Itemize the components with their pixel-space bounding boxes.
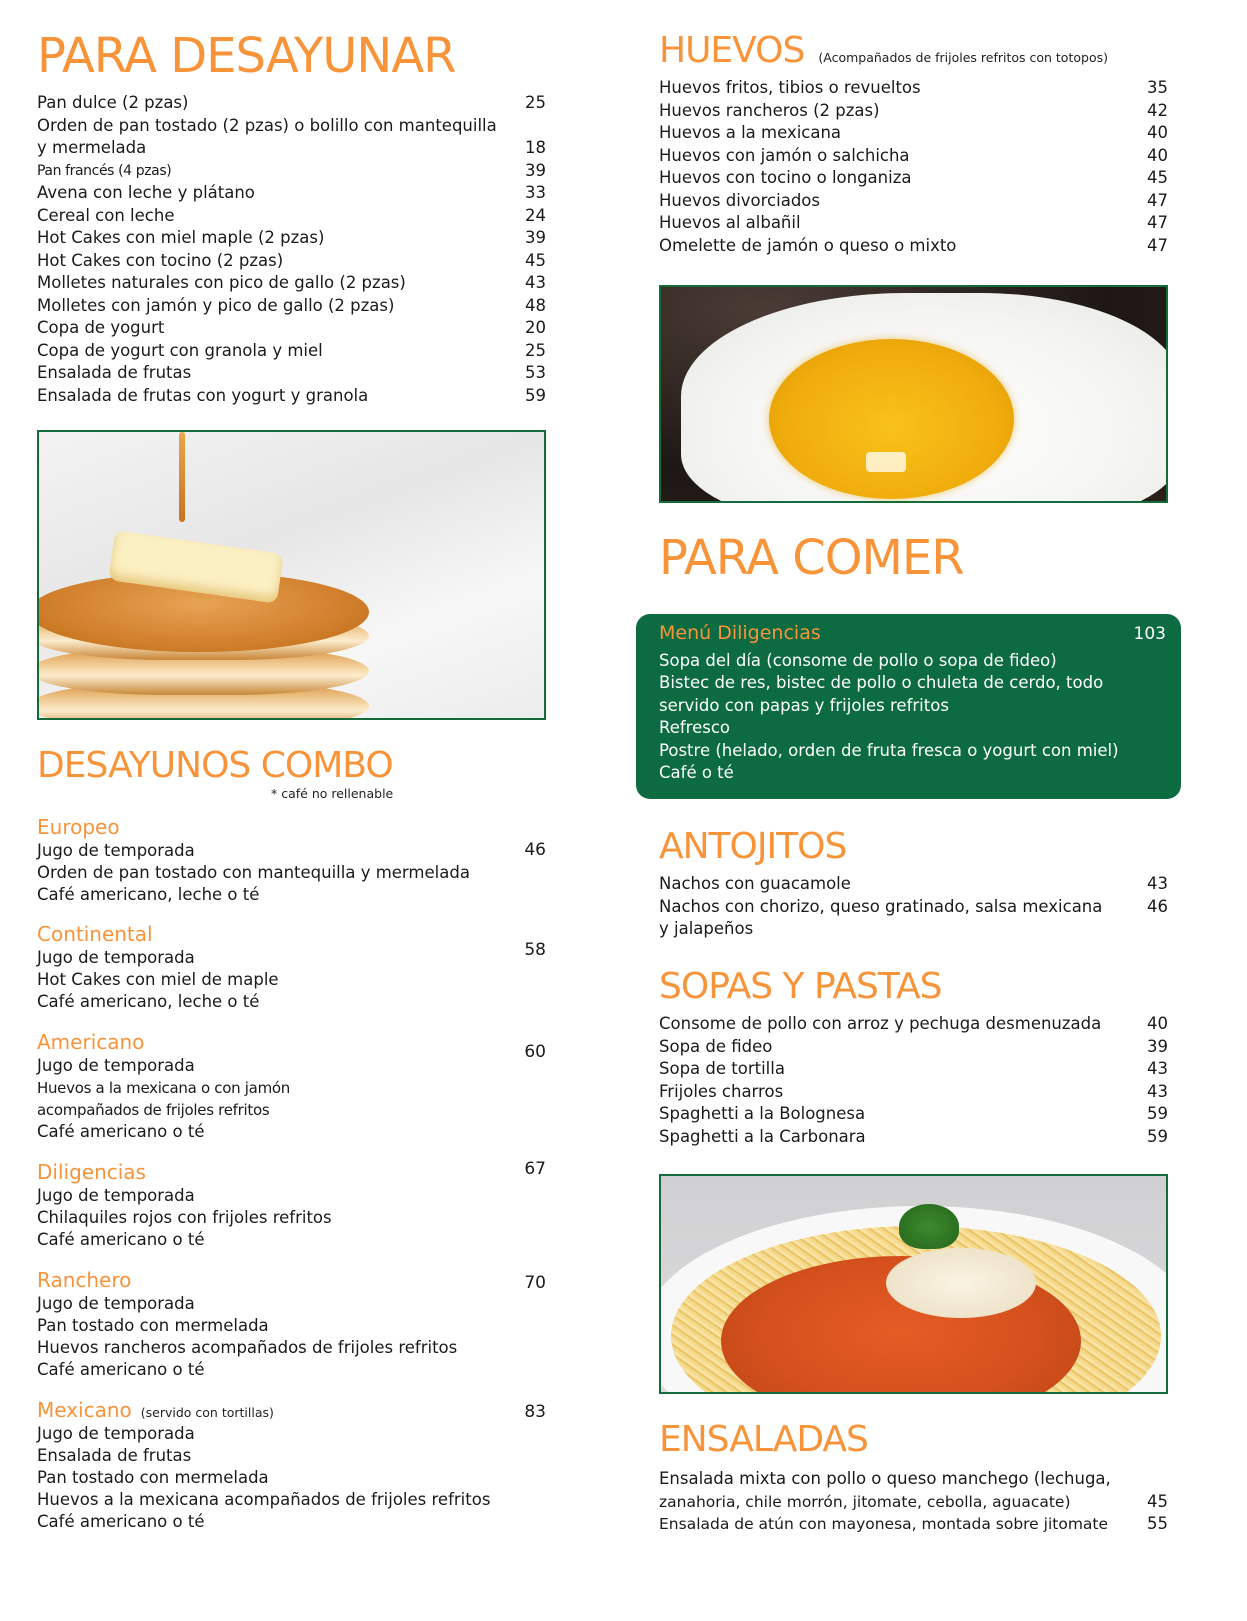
menu-item: Omelette de jamón o queso o mixto 47 bbox=[659, 235, 1168, 258]
menu-item: Huevos con tocino o longaniza 45 bbox=[659, 167, 1168, 190]
price: 60 bbox=[524, 1042, 546, 1062]
price: 39 bbox=[1147, 1036, 1168, 1056]
price: 83 bbox=[524, 1402, 546, 1422]
price: 25 bbox=[525, 93, 546, 112]
huevos-list bbox=[659, 77, 1168, 257]
menu-item: Avena con leche y plátano 33 bbox=[37, 182, 546, 205]
price: 46 bbox=[1147, 896, 1168, 916]
price: 33 bbox=[525, 183, 546, 202]
menu-item: Huevos al albañil 47 bbox=[659, 212, 1168, 235]
price: 20 bbox=[525, 318, 546, 337]
price: 59 bbox=[525, 385, 546, 405]
price: 35 bbox=[1147, 78, 1168, 97]
section-title-para-comer: PARA COMER bbox=[659, 530, 964, 586]
price: 67 bbox=[524, 1159, 546, 1179]
menu-item: Spaghetti a la Bolognesa 59 bbox=[659, 1103, 1168, 1126]
price: 42 bbox=[1147, 100, 1168, 120]
menu-diligencias-box: Menú Diligencias 103 Sopa del día (consome de pollo o sopa de fideo) Bistec de res, bistec de pollo o chuleta de cerdo, todo servido con papas y frijoles refritos Refresco Postre (helado, orden de fruta fresca o yogurt con miel) Café o té bbox=[636, 614, 1181, 799]
ensaladas-list bbox=[659, 1468, 1168, 1536]
price: 39 bbox=[525, 160, 546, 180]
menu-item: Huevos con jamón o salchicha 40 bbox=[659, 145, 1168, 168]
menu-item: Copa de yogurt con granola y miel 25 bbox=[37, 340, 546, 363]
menu-item: Nachos con guacamole 43 bbox=[659, 873, 1168, 896]
price: 70 bbox=[524, 1273, 546, 1293]
antojitos-list bbox=[659, 873, 1168, 941]
menu-item: Pan francés (4 pzas) 39 bbox=[37, 160, 546, 183]
price: 48 bbox=[525, 295, 546, 315]
menu-item: Copa de yogurt 20 bbox=[37, 317, 546, 340]
price: 43 bbox=[1147, 874, 1168, 893]
menu-item: Sopa de fideo 39 bbox=[659, 1036, 1168, 1059]
menu-diligencias-title: Menú Diligencias bbox=[659, 622, 821, 644]
menu-item: y mermelada 18 bbox=[37, 137, 546, 160]
menu-item: Hot Cakes con tocino (2 pzas) 45 bbox=[37, 250, 546, 273]
section-title-desayunos-combo: DESAYUNOS COMBO bbox=[37, 745, 393, 786]
pancakes-photo bbox=[37, 430, 546, 720]
price: 25 bbox=[525, 340, 546, 360]
menu-item: Frijoles charros 43 bbox=[659, 1081, 1168, 1104]
price: 58 bbox=[524, 940, 546, 960]
menu-item: zanahoria, chile morrón, jitomate, cebolla, aguacate) 45 bbox=[659, 1491, 1168, 1514]
huevos-subtitle: (Acompañados de frijoles refritos con totopos) bbox=[818, 50, 1108, 65]
menu-item: Sopa de tortilla 43 bbox=[659, 1058, 1168, 1081]
sopas-y-pastas-list bbox=[659, 1013, 1168, 1148]
price: 46 bbox=[524, 840, 546, 860]
price: 45 bbox=[1147, 1491, 1168, 1511]
spaghetti-photo bbox=[659, 1174, 1168, 1394]
price: 18 bbox=[525, 138, 546, 157]
price: 40 bbox=[1147, 145, 1168, 165]
menu-item: Huevos a la mexicana 40 bbox=[659, 122, 1168, 145]
price: 47 bbox=[1147, 190, 1168, 210]
price: 59 bbox=[1147, 1126, 1168, 1146]
menu-item: Orden de pan tostado (2 pzas) o bolillo con mantequilla bbox=[37, 115, 497, 135]
menu-item: Huevos fritos, tibios o revueltos 35 bbox=[659, 77, 1168, 100]
price: 43 bbox=[1147, 1059, 1168, 1078]
price: 24 bbox=[525, 205, 546, 225]
price: 43 bbox=[525, 273, 546, 292]
menu-item: Molletes con jamón y pico de gallo (2 pzas) 48 bbox=[37, 295, 546, 318]
menu-item: Spaghetti a la Carbonara 59 bbox=[659, 1126, 1168, 1149]
menu-item: Consome de pollo con arroz y pechuga desmenuzada 40 bbox=[659, 1013, 1168, 1036]
section-title-huevos: HUEVOS bbox=[659, 30, 805, 71]
combo-note: * café no rellenable bbox=[271, 786, 394, 801]
price: 40 bbox=[1147, 123, 1168, 142]
section-title-ensaladas: ENSALADAS bbox=[659, 1419, 868, 1460]
huevos-header bbox=[659, 30, 1108, 71]
price: 40 bbox=[1147, 1014, 1168, 1033]
combo-continental: Continental 58 Jugo de temporada Hot Cakes con miel de maple Café americano, leche o té bbox=[37, 922, 546, 1011]
menu-item: Ensalada mixta con pollo o queso manchego (lechuga, bbox=[659, 1469, 1111, 1488]
section-title-sopas-y-pastas: SOPAS Y PASTAS bbox=[659, 966, 942, 1007]
price: 55 bbox=[1147, 1514, 1168, 1533]
menu-item: Huevos rancheros (2 pzas) 42 bbox=[659, 100, 1168, 123]
section-title-antojitos: ANTOJITOS bbox=[659, 826, 847, 867]
combo-americano: Americano 60 Jugo de temporada Huevos a la mexicana o con jamón acompañados de frijoles refritos Café americano o té bbox=[37, 1030, 546, 1141]
menu-item: Molletes naturales con pico de gallo (2 pzas) 43 bbox=[37, 272, 546, 295]
menu-item: y jalapeños bbox=[659, 919, 754, 938]
combo-europeo: Europeo 46 Jugo de temporada Orden de pan tostado con mantequilla y mermelada Café americano, leche o té bbox=[37, 815, 546, 904]
menu-item: Cereal con leche 24 bbox=[37, 205, 546, 228]
menu-item: Ensalada de atún con mayonesa, montada sobre jitomate 55 bbox=[659, 1513, 1168, 1536]
combo-ranchero: Ranchero 70 Jugo de temporada Pan tostado con mermelada Huevos rancheros acompañados de frijoles refritos Café americano o té bbox=[37, 1268, 546, 1379]
combo-mexicano: Mexicano (servido con tortillas) 83 Jugo de temporada Ensalada de frutas Pan tostado con mermelada Huevos a la mexicana acompañados de frijoles refritos Café americano o té bbox=[37, 1398, 546, 1531]
price: 47 bbox=[1147, 235, 1168, 255]
combo-diligencias: Diligencias 67 Jugo de temporada Chilaquiles rojos con frijoles refritos Café americano o té bbox=[37, 1159, 546, 1249]
price: 39 bbox=[525, 228, 546, 247]
menu-item: Ensalada de frutas con yogurt y granola 59 bbox=[37, 385, 546, 408]
menu-item: Hot Cakes con miel maple (2 pzas) 39 bbox=[37, 227, 546, 250]
price: 43 bbox=[1147, 1081, 1168, 1101]
menu-item: Ensalada de frutas 53 bbox=[37, 362, 546, 385]
price: 47 bbox=[1147, 213, 1168, 232]
price: 45 bbox=[1147, 168, 1168, 187]
para-desayunar-list bbox=[37, 92, 546, 407]
price: 45 bbox=[525, 250, 546, 270]
menu-item: Huevos divorciados 47 bbox=[659, 190, 1168, 213]
price: 59 bbox=[1147, 1104, 1168, 1123]
price: 53 bbox=[525, 363, 546, 382]
menu-item: Nachos con chorizo, queso gratinado, salsa mexicana 46 bbox=[659, 896, 1168, 919]
section-title-para-desayunar: PARA DESAYUNAR bbox=[37, 28, 456, 84]
menu-item: Pan dulce (2 pzas) 25 bbox=[37, 92, 546, 115]
price: 103 bbox=[1133, 624, 1166, 644]
fried-egg-photo bbox=[659, 285, 1168, 503]
